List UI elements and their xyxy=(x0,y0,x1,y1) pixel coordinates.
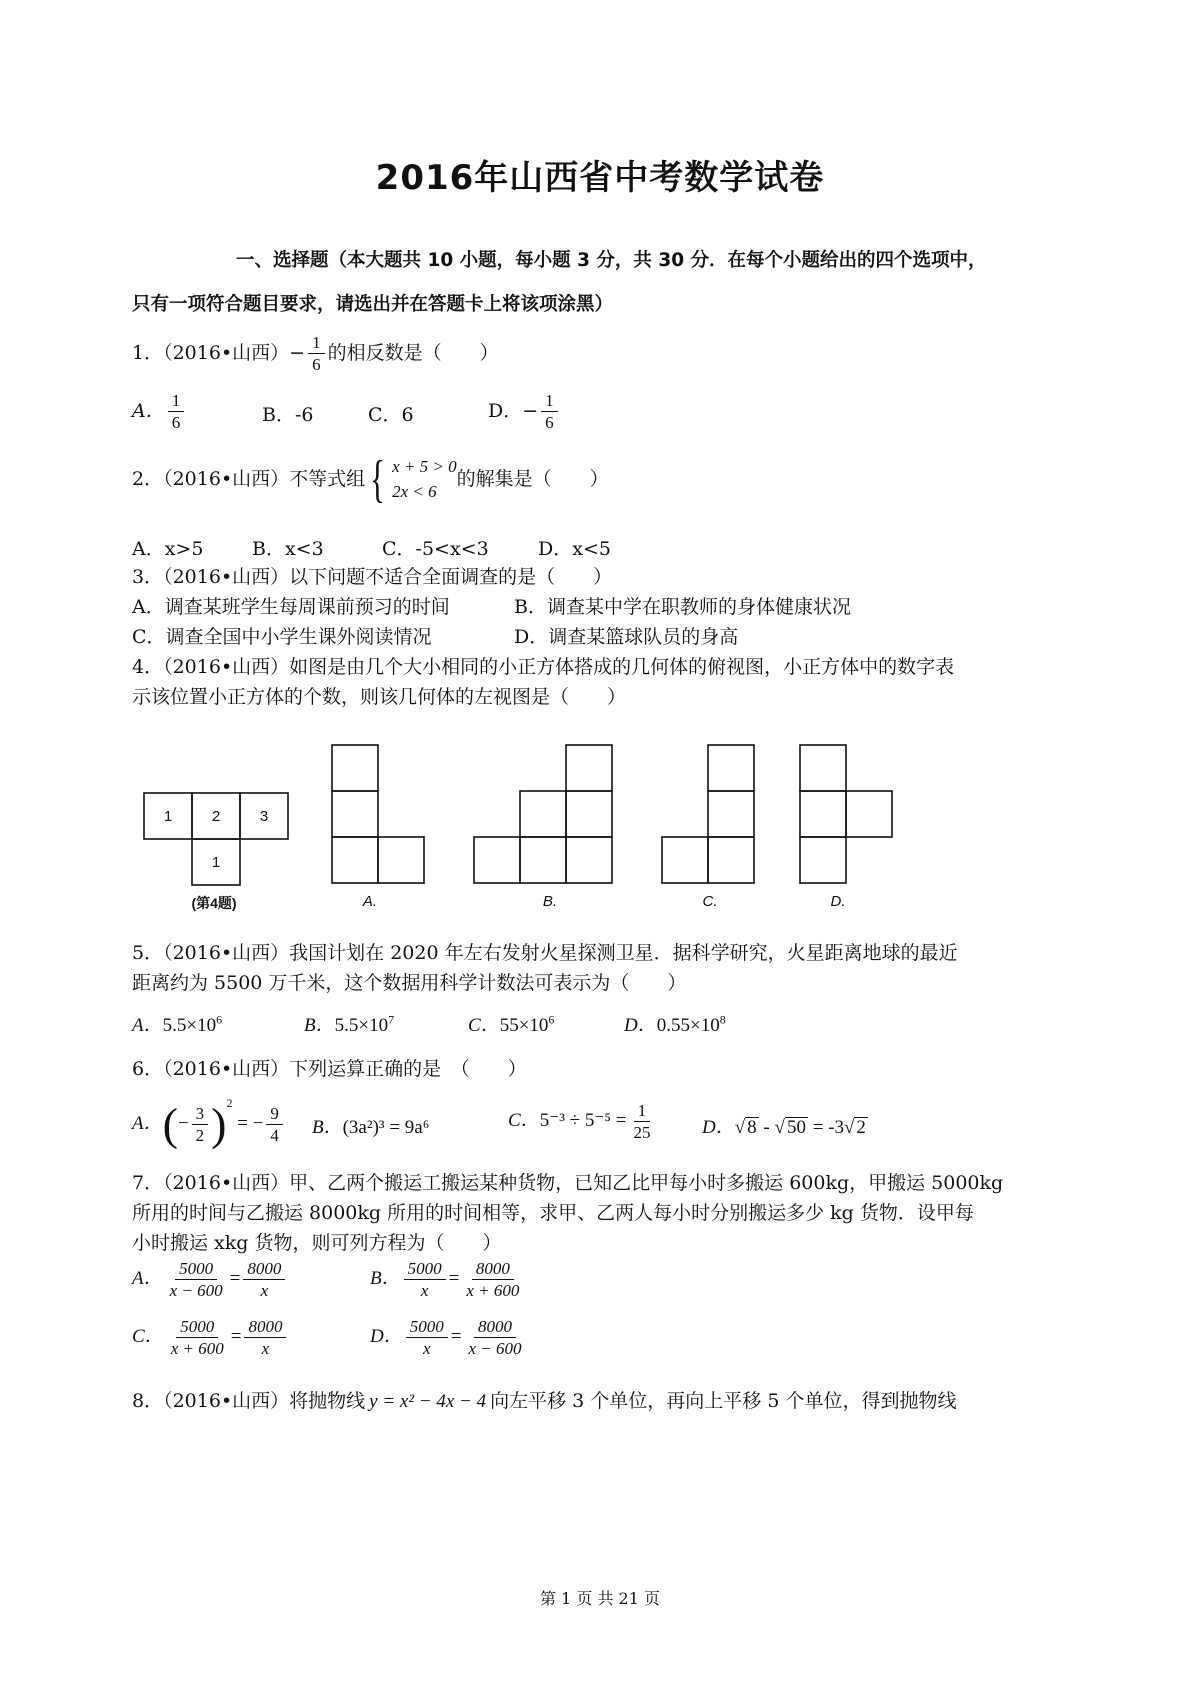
q6-a-res-den: 4 xyxy=(270,1126,279,1146)
q6-a-inner-den: 2 xyxy=(195,1126,205,1146)
q7-d-ld: x xyxy=(422,1339,431,1359)
q5-option-a xyxy=(132,1010,222,1037)
q4-option-a-figure xyxy=(332,745,424,883)
question-5-line1: 5．（2016•山西）我国计划在 2020 年左右发射火星探测卫星．据科学研究，火星距离地球的最近 xyxy=(132,942,958,964)
q6-d-radicand-1: 8 xyxy=(747,1117,757,1138)
top-view-num-4: 1 xyxy=(211,854,221,871)
q7-d-rd: x − 600 xyxy=(468,1339,522,1359)
q6-c-num: 1 xyxy=(634,1100,651,1122)
q7-b-label: B． xyxy=(370,1268,401,1290)
q6-option-d: D．√ 8 - √ 50 = -3√ 2 xyxy=(702,1117,866,1138)
q2-prefix: 2．（2016•山西）不等式组 xyxy=(132,468,366,490)
q1-d-num: 1 xyxy=(541,390,558,412)
q4-option-d-figure xyxy=(800,745,892,883)
q6-a-result-frac xyxy=(266,1103,283,1147)
q6-a-eq: = − xyxy=(237,1113,264,1134)
q5-d-base: 0.55×10 xyxy=(656,1015,720,1036)
question-2 xyxy=(132,451,609,508)
q8-suffix: 向左平移 3 个单位，再向上平移 5 个单位，得到抛物线 xyxy=(490,1390,957,1412)
q6-a-exp: 2 xyxy=(226,1096,233,1110)
q7-option-c xyxy=(132,1316,289,1360)
q6-a-inner-frac xyxy=(192,1103,209,1147)
q1-a-num: 1 xyxy=(168,390,185,412)
top-view-num-2: 2 xyxy=(211,808,221,825)
q7-c-right-frac xyxy=(244,1316,286,1360)
q3-option-c: C．调查全国中小学生课外阅读情况 xyxy=(132,626,432,648)
top-view-num-3: 3 xyxy=(259,808,269,825)
q4-label-c: C. xyxy=(702,893,718,910)
q5-a-base: 5.5×10 xyxy=(162,1015,217,1036)
q8-expr: y = x² − 4x − 4 xyxy=(369,1391,487,1412)
q5-b-exp: 7 xyxy=(388,1012,395,1027)
q2-option-b: B．x<3 xyxy=(252,538,324,560)
q7-a-ln: 5000 xyxy=(175,1258,217,1280)
question-6: 6．（2016•山西）下列运算正确的是 （ ） xyxy=(132,1058,527,1080)
question-7-line2: 所用的时间与乙搬运 8000kg 所用的时间相等，求甲、乙两人每小时分别搬运多少 kg 货物．设甲每 xyxy=(132,1202,974,1224)
q6-a-inner-num: 3 xyxy=(192,1103,209,1125)
q1-option-d xyxy=(488,390,561,434)
question-4-line1: 4．（2016•山西）如图是由几个大小相同的小正方体搭成的几何体的俯视图，小正方体中的数字表 xyxy=(132,656,955,678)
q5-option-d xyxy=(624,1010,726,1037)
q1-a-den: 6 xyxy=(171,413,181,433)
q7-b-ld: x xyxy=(420,1281,429,1301)
q7-d-ln: 5000 xyxy=(406,1316,448,1338)
q2-row1: x + 5 > 0 xyxy=(392,457,457,477)
q1-d-label: D．− xyxy=(488,399,539,422)
section-heading-line2: 只有一项符合题目要求，请选出并在答题卡上将该项涂黑） xyxy=(132,294,614,315)
q6-d-radicand-3: 2 xyxy=(856,1117,866,1138)
q5-d-label: D． xyxy=(624,1015,657,1036)
q3-option-b: B．调查某中学在职教师的身体健康状况 xyxy=(514,596,851,618)
q4-option-b-figure xyxy=(474,745,612,883)
q7-a-left-frac xyxy=(166,1258,227,1302)
question-1 xyxy=(132,332,499,376)
q1-a-fraction xyxy=(168,390,185,434)
q1-option-b: B．-6 xyxy=(262,404,314,426)
q7-c-label: C． xyxy=(132,1326,164,1348)
q1-option-a xyxy=(132,390,187,434)
q2-option-c: C．-5<x<3 xyxy=(382,538,489,560)
q7-d-label: D． xyxy=(370,1326,403,1348)
q7-d-right-frac xyxy=(464,1316,525,1360)
q7-b-ln: 5000 xyxy=(404,1258,446,1280)
q4-option-c-figure xyxy=(662,745,754,883)
q5-b-label: B． xyxy=(304,1015,335,1036)
question-7-line1: 7．（2016•山西）甲、乙两个搬运工搬运某种货物，已知乙比甲每小时多搬运 600kg，甲搬运 5000kg xyxy=(132,1172,1004,1194)
q2-option-d: D．x<5 xyxy=(538,538,611,560)
q2-suffix: 的解集是（ ） xyxy=(456,468,609,490)
brace-icon: { xyxy=(370,451,386,508)
q4-label-d: D. xyxy=(830,893,846,910)
q6-option-b xyxy=(312,1112,429,1139)
page-title: 2016年山西省中考数学试卷 xyxy=(375,158,825,198)
question-3: 3．（2016•山西）以下问题不适合全面调查的是（ ） xyxy=(132,566,613,588)
q3-option-d: D．调查某篮球队员的身高 xyxy=(514,626,739,648)
q4-figure xyxy=(130,735,990,920)
q2-row2: 2x < 6 xyxy=(392,482,437,501)
question-4-line2: 示该位置小正方体的个数，则该几何体的左视图是（ ） xyxy=(132,686,627,708)
q4-label-b: B. xyxy=(542,893,558,910)
q7-c-ln: 5000 xyxy=(176,1316,218,1338)
q6-d-minus: - xyxy=(758,1117,775,1138)
q7-option-d xyxy=(370,1316,528,1360)
q6-d-eq: = -3 xyxy=(807,1117,844,1138)
q7-c-rd: x xyxy=(261,1339,270,1359)
q1-frac-num: 1 xyxy=(308,332,325,354)
q1-option-c: C．6 xyxy=(368,404,414,426)
q7-b-left-frac xyxy=(404,1258,446,1302)
q1-frac-den: 6 xyxy=(312,355,321,375)
q5-a-exp: 6 xyxy=(216,1012,223,1027)
q6-b-label: B． xyxy=(312,1117,343,1138)
q6-c-label: C． xyxy=(508,1110,540,1132)
question-7-line3: 小时搬运 xkg 货物，则可列方程为（ ） xyxy=(132,1232,502,1254)
q5-option-c xyxy=(468,1010,554,1037)
q7-c-left-frac xyxy=(167,1316,228,1360)
q7-a-ld: x − 600 xyxy=(169,1281,223,1301)
q7-d-rn: 8000 xyxy=(474,1316,516,1338)
q1-d-den: 6 xyxy=(545,413,554,433)
q7-b-rd: x + 600 xyxy=(466,1281,520,1301)
question-5-line2: 距离约为 5500 万千米，这个数据用科学计数法可表示为（ ） xyxy=(132,972,687,994)
q7-b-right-frac xyxy=(462,1258,523,1302)
q6-b-expr: (3a²)³ = 9a⁶ xyxy=(342,1117,430,1138)
q5-a-label: A． xyxy=(132,1015,163,1036)
page-footer: 第 1 页 共 21 页 xyxy=(540,1589,660,1608)
q7-option-a xyxy=(132,1258,288,1302)
q5-c-base: 55×10 xyxy=(499,1015,549,1036)
q1-fraction xyxy=(308,332,325,376)
left-paren-icon: ( xyxy=(162,1098,178,1150)
q7-b-eq: = xyxy=(448,1268,460,1290)
q4-label-a: A. xyxy=(362,893,378,910)
q7-c-rn: 8000 xyxy=(244,1316,286,1338)
q5-d-exp: 8 xyxy=(719,1012,726,1027)
q6-c-den: 25 xyxy=(633,1123,651,1143)
q7-c-ld: x + 600 xyxy=(170,1339,224,1359)
q7-b-rn: 8000 xyxy=(472,1258,514,1280)
q3-option-a: A．调查某班学生每周课前预习的时间 xyxy=(132,596,450,618)
q1-prefix: 1．（2016•山西）− xyxy=(132,341,306,364)
q7-a-eq: = xyxy=(229,1268,241,1290)
q1-a-label: A． xyxy=(132,399,165,422)
q1-d-fraction xyxy=(541,390,558,434)
q8-prefix: 8．（2016•山西）将抛物线 xyxy=(132,1390,366,1412)
q7-d-left-frac xyxy=(406,1316,448,1360)
q5-option-b xyxy=(304,1010,394,1037)
q6-d-radicand-2: 50 xyxy=(786,1117,806,1138)
q4-top-view xyxy=(144,793,288,885)
q7-option-b xyxy=(370,1258,526,1302)
right-paren-icon: ) xyxy=(211,1098,227,1150)
q7-a-rn: 8000 xyxy=(243,1258,285,1280)
q7-a-right-frac xyxy=(243,1258,285,1302)
q6-option-a: A．(− $\frac{3}{2}$ )$^2$ = − $\frac{9}{4}$ xyxy=(132,1096,286,1148)
top-view-num-1: 1 xyxy=(163,808,173,825)
q7-a-label: A． xyxy=(132,1268,163,1290)
q5-c-exp: 6 xyxy=(548,1012,555,1027)
question-8 xyxy=(132,1386,956,1413)
q5-b-base: 5.5×10 xyxy=(334,1015,389,1036)
q2-inequality-system xyxy=(365,451,457,508)
q6-a-res-num: 9 xyxy=(266,1103,283,1125)
q7-c-eq: = xyxy=(230,1326,242,1348)
q6-option-c xyxy=(508,1100,657,1144)
q6-c-frac xyxy=(629,1100,654,1144)
q7-a-rd: x xyxy=(260,1281,269,1301)
q1-suffix: 的相反数是（ ） xyxy=(327,341,499,364)
q2-option-a: A．x>5 xyxy=(132,538,204,560)
section-heading-line1: 一、选择题（本大题共 10 小题，每小题 3 分，共 30 分．在每个小题给出的四个选项中， xyxy=(236,250,987,271)
q6-c-expr: 5⁻³ ÷ 5⁻⁵ = xyxy=(539,1110,627,1132)
q7-d-eq: = xyxy=(450,1326,462,1348)
q6-d-label: D． xyxy=(702,1117,735,1138)
q4-caption: (第4题) xyxy=(191,895,237,911)
q5-c-label: C． xyxy=(468,1015,500,1036)
q6-a-label: A． xyxy=(132,1113,163,1134)
